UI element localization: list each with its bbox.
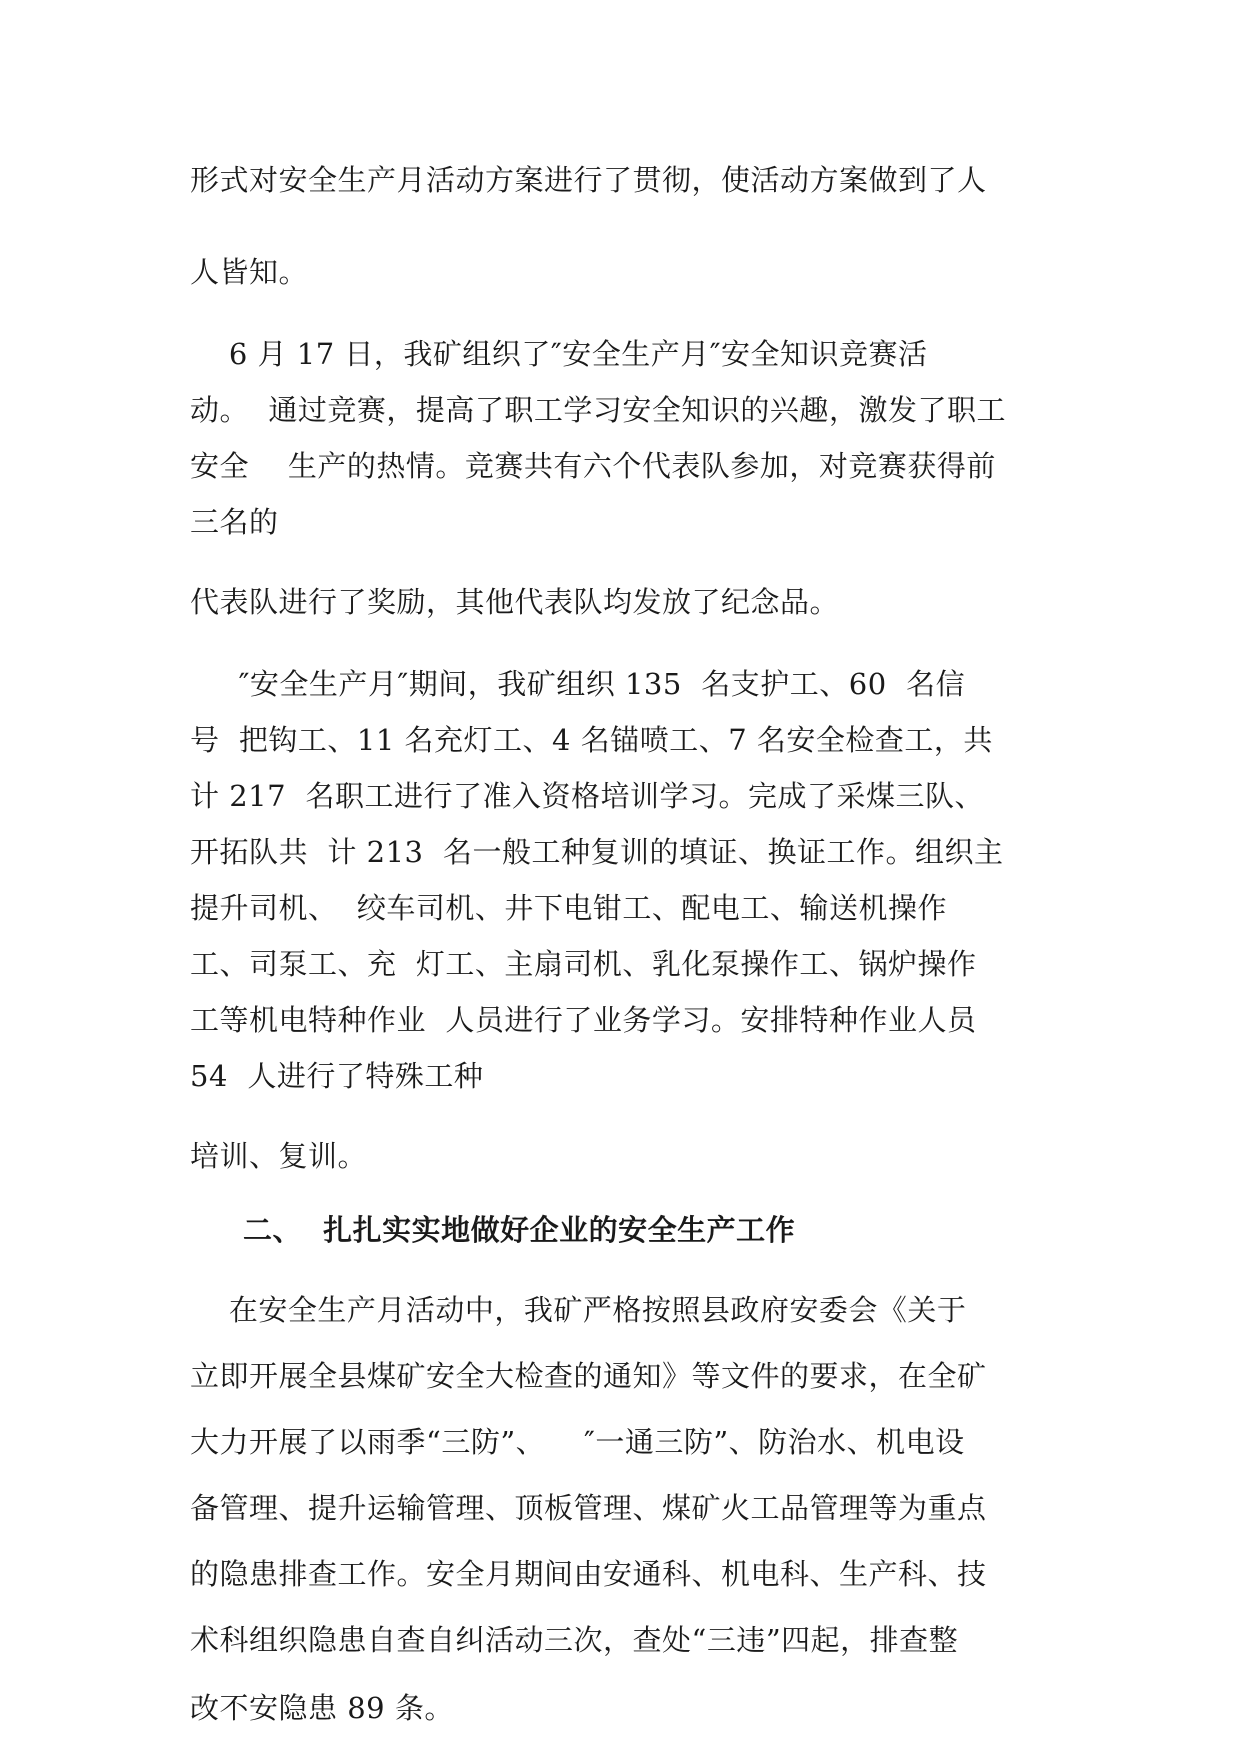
text-line: 在安全生产月活动中，我矿严格按照县政府安委会《关于 (190, 1293, 967, 1327)
text-line: 54 人进行了特殊工种 (190, 1059, 484, 1093)
section-heading: 二、 扎扎实实地做好企业的安全生产工作 (190, 1213, 796, 1247)
text-line: 人皆知。 (190, 255, 309, 289)
text-line: 号 把钩工、11 名充灯工、4 名锚喷工、7 名安全检查工，共 (190, 723, 993, 757)
text-line: 三名的 (190, 505, 279, 539)
text-line: 工等机电特种作业 人员进行了业务学习。安排特种作业人员 (190, 1003, 977, 1037)
text-line: 计 217 名职工进行了准入资格培训学习。完成了采煤三队、 (190, 779, 985, 813)
text-line: 动。 通过竞赛，提高了职工学习安全知识的兴趣，激发了职工 (190, 393, 1006, 427)
text-line: 安全 生产的热情。竞赛共有六个代表队参加，对竞赛获得前 (190, 449, 996, 483)
text-line: 工、司泵工、充 灯工、主扇司机、乳化泵操作工、锅炉操作 (190, 947, 977, 981)
text-line: 提升司机、 绞车司机、井下电钳工、配电工、输送机操作 (190, 891, 947, 925)
text-line: 开拓队共 计 213 名一般工种复训的填证、换证工作。组织主 (190, 835, 1004, 869)
text-line: 形式对安全生产月活动方案进行了贯彻，使活动方案做到了人 (190, 163, 987, 197)
text-line: 术科组织隐患自查自纠活动三次，查处“三违”四起，排查整 (190, 1623, 959, 1657)
text-line: 大力开展了以雨季“三防”、 ″一通三防”、防治水、机电设 (190, 1425, 965, 1459)
text-line: 立即开展全县煤矿安全大检查的通知》等文件的要求，在全矿 (190, 1359, 987, 1393)
text-line: 培训、复训。 (190, 1139, 368, 1173)
text-line: 备管理、提升运输管理、顶板管理、煤矿火工品管理等为重点 (190, 1491, 987, 1525)
text-line: 的隐患排查工作。安全月期间由安通科、机电科、生产科、技 (190, 1557, 987, 1591)
text-line: ″安全生产月″期间，我矿组织 135 名支护工、60 名信 (190, 667, 966, 701)
text-line: 改不安隐患 89 条。 (190, 1691, 454, 1725)
text-line: 6 月 17 日，我矿组织了″安全生产月″安全知识竞赛活 (190, 337, 928, 371)
text-line: 代表队进行了奖励，其他代表队均发放了纪念品。 (190, 585, 840, 619)
